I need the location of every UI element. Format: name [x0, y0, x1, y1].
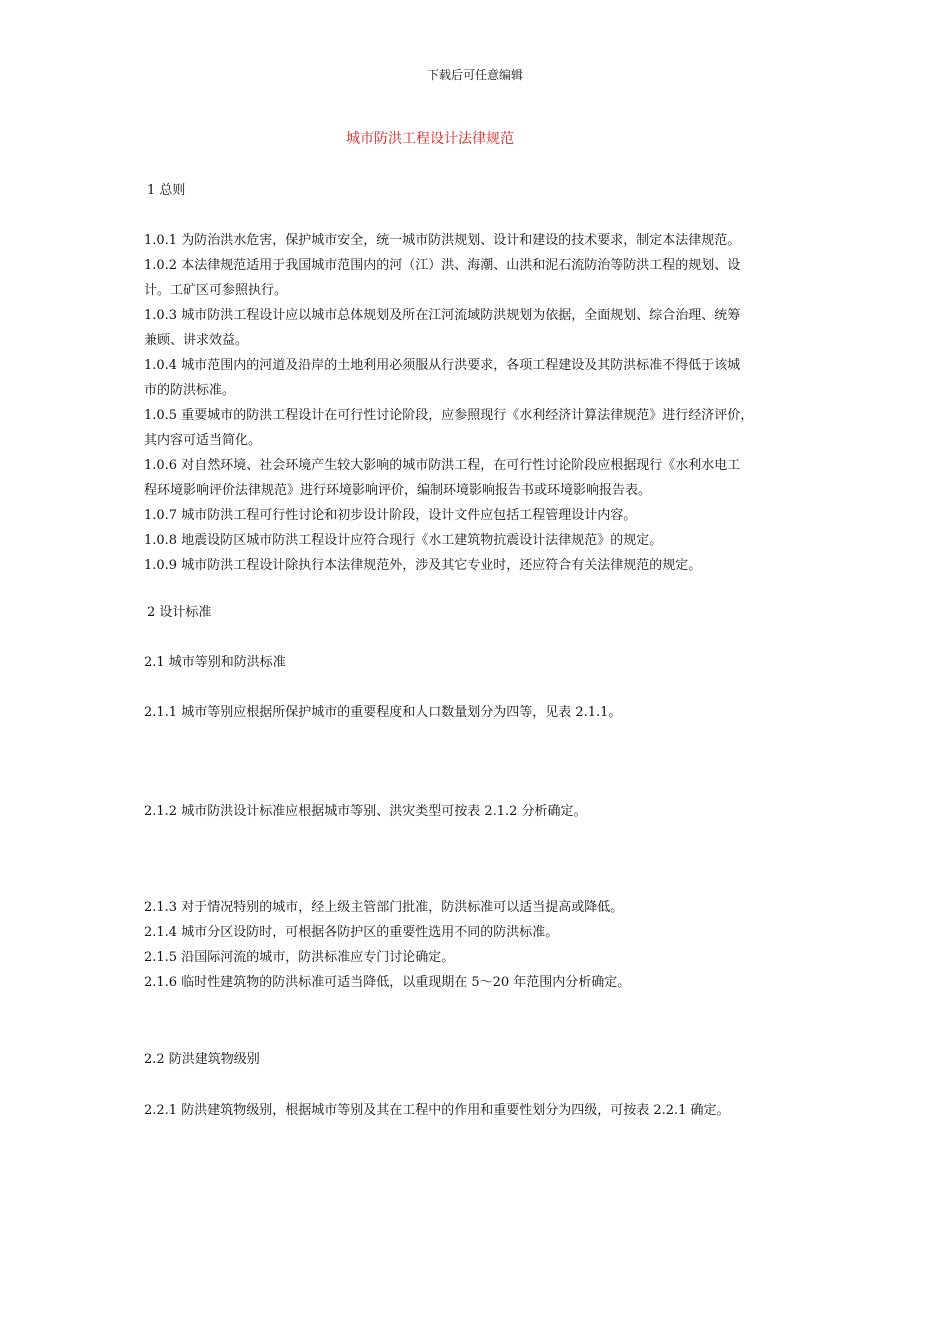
text-line: 程环境影响评价法律规范》进行环境影响评价，编制环境影响报告书或环境影响报告表。: [144, 483, 652, 498]
text-line: 1.0.9 城市防洪工程设计除执行本法律规范外，涉及其它专业时，还应符合有关法律规范的规定。: [144, 558, 702, 573]
chapter-2-heading: 2 设计标准: [147, 605, 212, 620]
chapter-1-body: [144, 228, 753, 578]
chapter-1-heading: 1 总则: [147, 183, 186, 198]
paragraph-2-1-2: 2.1.2 城市防洪设计标准应根据城市等别、洪灾类型可按表 2.1.2 分析确定。: [144, 804, 587, 819]
section-2-1-heading: 2.1 城市等别和防洪标准: [144, 655, 286, 670]
text-line: 计。工矿区可参照执行。: [144, 283, 288, 298]
text-line: 1.0.2 本法律规范适用于我国城市范围内的河（江）洪、海潮、山洪和泥石流防治等防洪工程的规划、设: [144, 258, 741, 273]
text-line: 1.0.4 城市范围内的河道及沿岸的土地利用必须服从行洪要求，各项工程建设及其防洪标准不得低于该城: [144, 358, 741, 373]
text-line: 1.0.6 对自然环境、社会环境产生较大影响的城市防洪工程，在可行性讨论阶段应根据现行《水利水电工: [144, 458, 741, 473]
paragraphs-2-1-3-to-2-1-6: [144, 895, 630, 995]
text-line: 1.0.3 城市防洪工程设计应以城市总体规划及所在江河流域防洪规划为依据，全面规划、综合治理、统筹: [144, 308, 741, 323]
text-line: 2.1.5 沿国际河流的城市，防洪标准应专门讨论确定。: [144, 950, 455, 965]
text-line: 1.0.7 城市防洪工程可行性讨论和初步设计阶段，设计文件应包括工程管理设计内容。: [144, 508, 637, 523]
text-line: 1.0.8 地震设防区城市防洪工程设计应符合现行《水工建筑物抗震设计法律规范》的规定。: [144, 533, 663, 548]
text-line: 1.0.5 重要城市的防洪工程设计在可行性讨论阶段，应参照现行《水利经济计算法律规范》进行经济评价，: [144, 408, 754, 423]
text-line: 市的防洪标准。: [144, 383, 236, 398]
text-line: 2.1.4 城市分区设防时，可根据各防护区的重要性选用不同的防洪标准。: [144, 925, 559, 940]
text-line: 1.0.1 为防治洪水危害，保护城市安全，统一城市防洪规划、设计和建设的技术要求，制定本法律规范。: [144, 233, 741, 248]
page-header: 下载后可任意编辑: [426, 68, 523, 82]
section-2-2-heading: 2.2 防洪建筑物级别: [144, 1052, 260, 1067]
document-title: 城市防洪工程设计法律规范: [346, 131, 514, 147]
text-line: 兼顾、讲求效益。: [144, 333, 249, 348]
text-line: 2.1.6 临时性建筑物的防洪标准可适当降低，以重现期在 5～20 年范围内分析确定。: [144, 975, 631, 990]
text-line: 其内容可适当简化。: [144, 433, 262, 448]
paragraph-2-2-1: 2.2.1 防洪建筑物级别，根据城市等别及其在工程中的作用和重要性划分为四级，可按表 2.2.1 确定。: [144, 1103, 730, 1118]
text-line: 2.1.3 对于情况特别的城市，经上级主管部门批准，防洪标准可以适当提高或降低。: [144, 900, 624, 915]
paragraph-2-1-1: 2.1.1 城市等别应根据所保护城市的重要程度和人口数量划分为四等，见表 2.1.1。: [144, 705, 622, 720]
